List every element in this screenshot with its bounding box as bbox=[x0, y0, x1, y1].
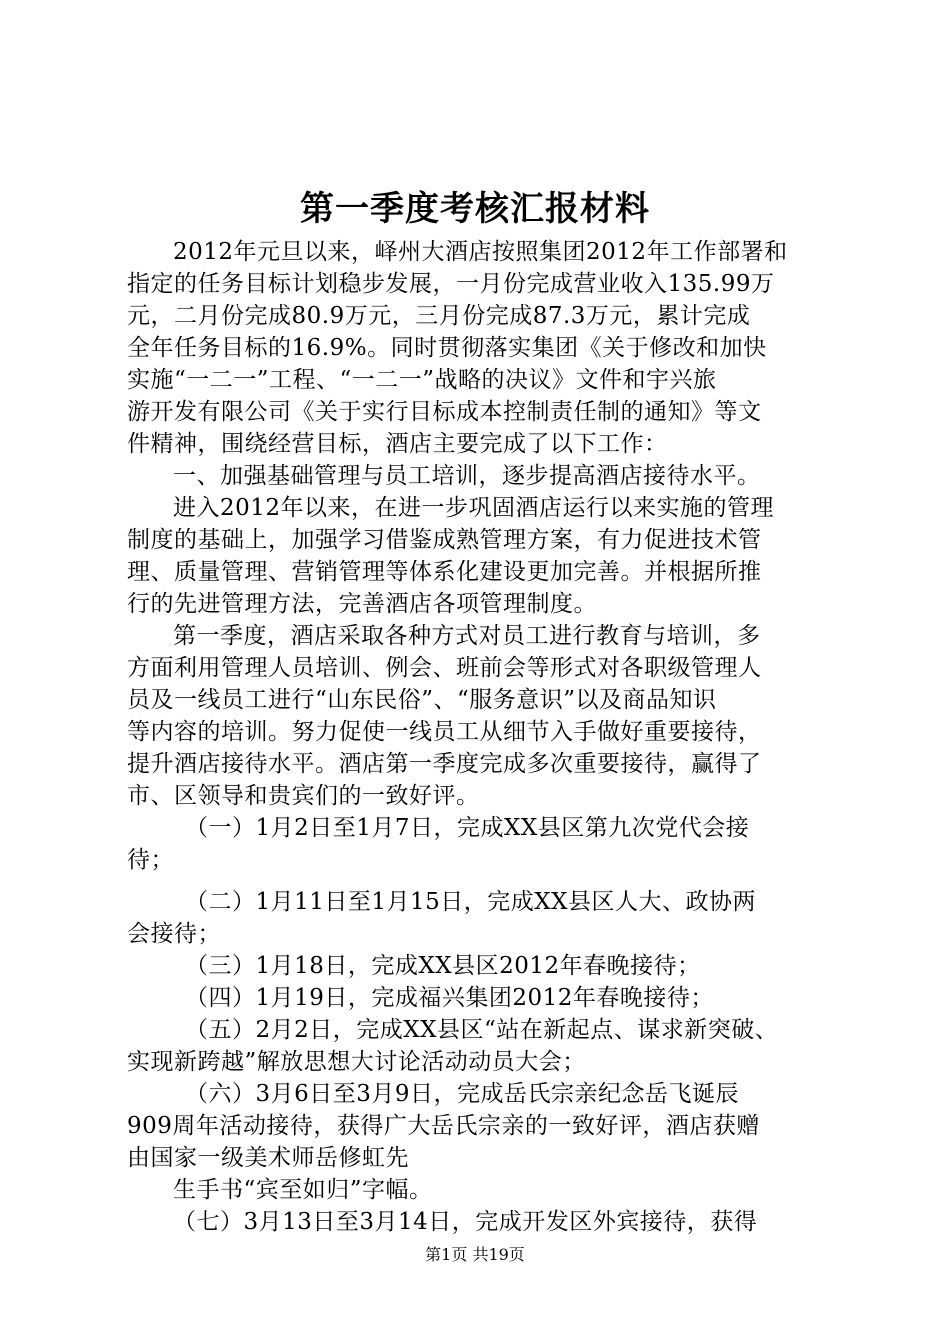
paragraph-line: 游开发有限公司《关于实行目标成本控制责任制的通知》等文 bbox=[127, 399, 762, 425]
paragraph-line: 方面利用管理人员培训、例会、班前会等形式对各职级管理人 bbox=[127, 655, 762, 681]
list-item: （四）1月19日，完成福兴集团2012年春晚接待； bbox=[185, 985, 714, 1011]
paragraph-line: 第一季度，酒店采取各种方式对员工进行教育与培训，多 bbox=[173, 623, 761, 649]
paragraph-line: 理、质量管理、营销管理等体系化建设更加完善。并根据所推 bbox=[127, 559, 762, 585]
paragraph-line: 全年任务目标的16.9%。同时贯彻落实集团《关于修改和加快 bbox=[127, 335, 767, 361]
document-title: 第一季度考核汇报材料 bbox=[300, 189, 650, 229]
list-item: （六）3月6日至3月9日，完成岳氏宗亲纪念岳飞诞辰 bbox=[185, 1081, 740, 1107]
section-heading: 一、加强基础管理与员工培训，逐步提高酒店接待水平。 bbox=[173, 463, 761, 489]
paragraph-line: 等内容的培训。努力促使一线员工从细节入手做好重要接待， bbox=[127, 719, 762, 745]
list-item: （五）2月2日，完成XX县区“站在新起点、谋求新突破、 bbox=[185, 1017, 779, 1043]
list-item: （七）3月13日至3月14日，完成开发区外宾接待，获得 bbox=[173, 1209, 758, 1235]
list-item: （一）1月2日至1月7日，完成XX县区第九次党代会接 bbox=[185, 815, 750, 841]
document-body bbox=[127, 236, 839, 1238]
list-item-continuation: 909周年活动接待，获得广大岳氏宗亲的一致好评，酒店获赠 bbox=[127, 1113, 760, 1139]
list-item-continuation: 实现新跨越”解放思想大讨论活动动员大会； bbox=[127, 1049, 586, 1075]
paragraph-line: 2012年元旦以来，峄州大酒店按照集团2012年工作部署和 bbox=[173, 239, 788, 265]
page-number: 第1页 共19页 bbox=[425, 1245, 525, 1264]
paragraph-line: 提升酒店接待水平。酒店第一季度完成多次重要接待，赢得了 bbox=[127, 751, 762, 777]
paragraph-line: 指定的任务目标计划稳步发展，一月份完成营业收入135.99万 bbox=[127, 271, 775, 297]
list-item-continuation: 待； bbox=[127, 847, 174, 873]
list-item: （二）1月11日至1月15日，完成XX县区人大、政协两 bbox=[185, 889, 757, 915]
list-item: （三）1月18日，完成XX县区2012年春晚接待； bbox=[185, 953, 701, 979]
paragraph-line: 件精神，围绕经营目标，酒店主要完成了以下工作： bbox=[127, 431, 668, 457]
paragraph-line: 元，二月份完成80.9万元，三月份完成87.3万元，累计完成 bbox=[127, 303, 751, 329]
paragraph-line: 实施“一二一”工程、“一二一”战略的决议》文件和宇兴旅 bbox=[127, 367, 717, 393]
paragraph-line: 市、区领导和贵宾们的一致好评。 bbox=[127, 783, 480, 809]
paragraph-line: 进入2012年以来，在进一步巩固酒店运行以来实施的管理 bbox=[173, 495, 775, 521]
paragraph-line: 行的先进管理方法，完善酒店各项管理制度。 bbox=[127, 591, 597, 617]
list-item-continuation: 由国家一级美术师岳修虹先 bbox=[127, 1145, 409, 1171]
list-item-continuation: 生手书“宾至如归”字幅。 bbox=[173, 1177, 433, 1203]
paragraph-line: 制度的基础上，加强学习借鉴成熟管理方案，有力促进技术管 bbox=[127, 527, 762, 553]
list-item-continuation: 会接待； bbox=[127, 921, 221, 947]
paragraph-line: 员及一线员工进行“山东民俗”、“服务意识”以及商品知识 bbox=[127, 687, 717, 713]
